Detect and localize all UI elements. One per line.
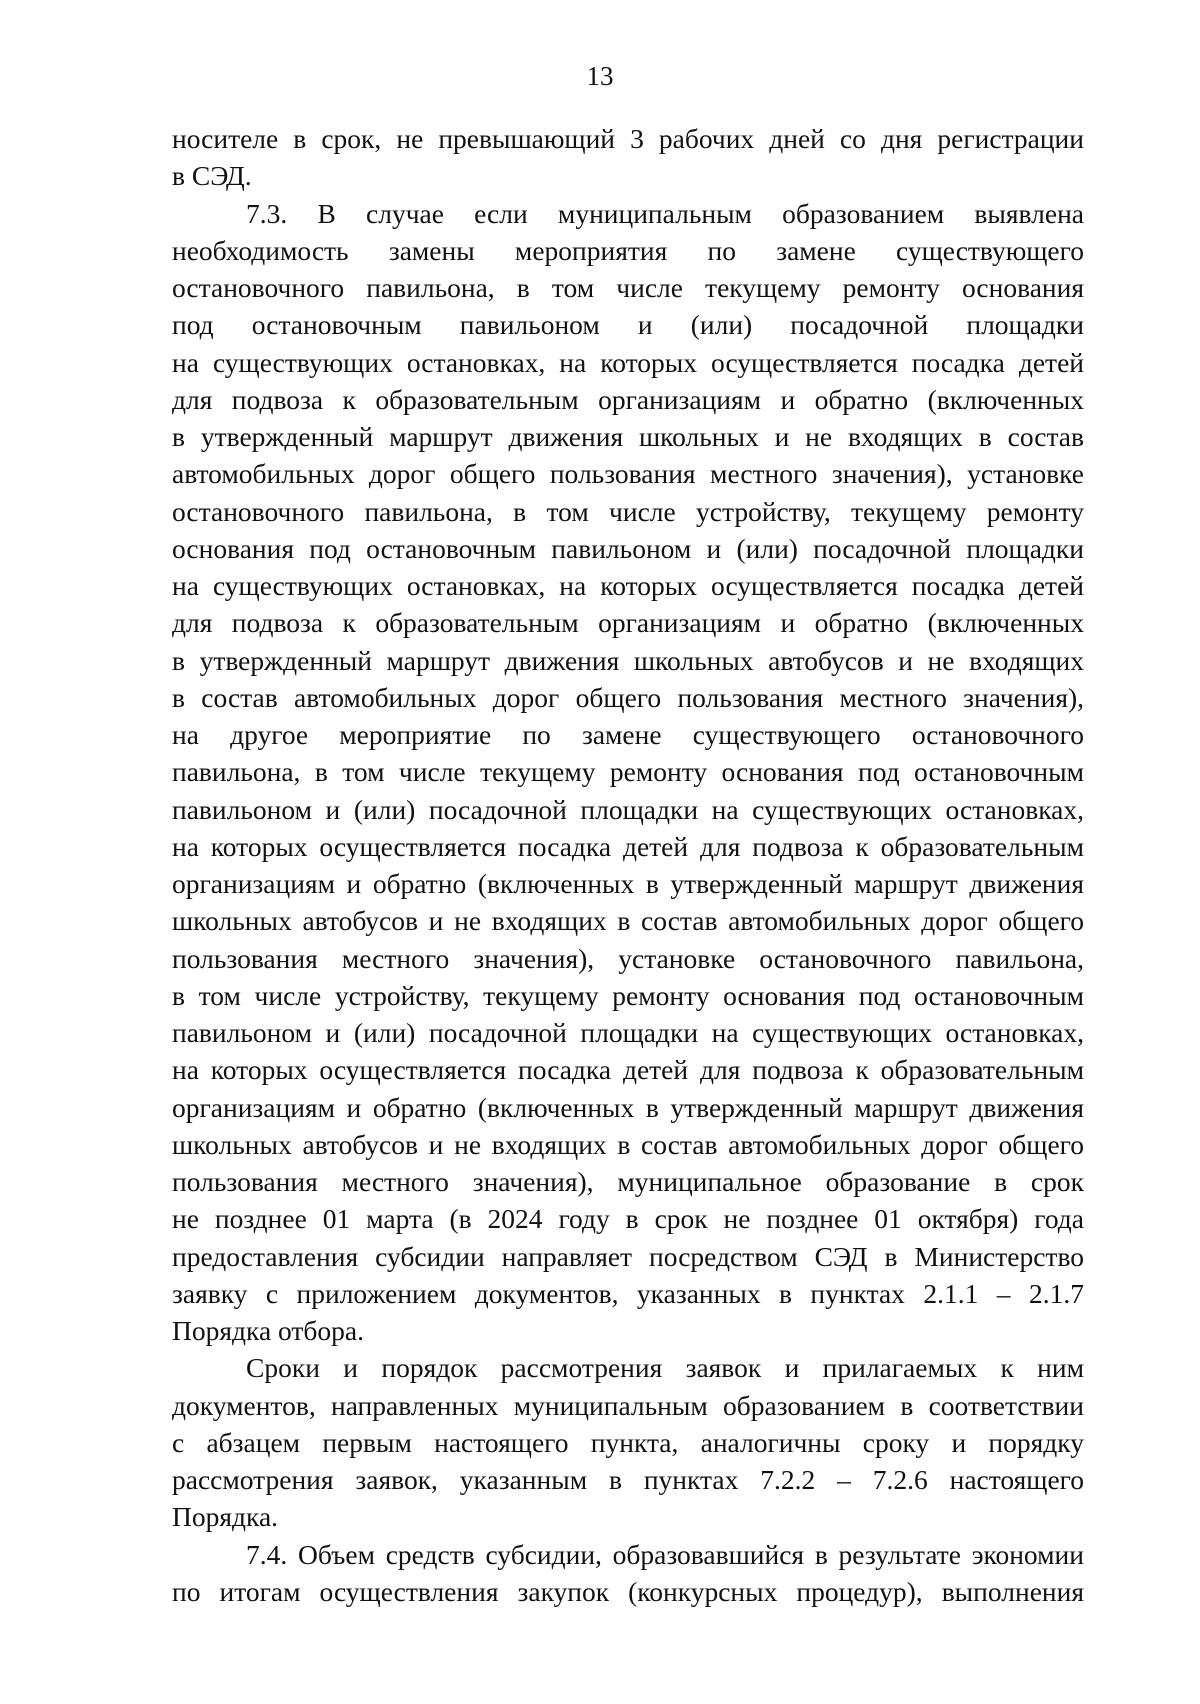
- text-line: под остановочным павильоном и (или) посадочной площадки: [172, 309, 1084, 341]
- text-line: не позднее 01 марта (в 2024 году в срок не позднее 01 октября) года: [172, 1203, 1084, 1235]
- paragraph: [172, 1349, 1084, 1535]
- text-line: организациям и обратно (включенных в утвержденный маршрут движения: [172, 1091, 1084, 1123]
- text-line: на другое мероприятие по замене существующего остановочного: [172, 719, 1084, 750]
- text-line: предоставления субсидии направляет посредством СЭД в Министерство: [172, 1240, 1084, 1272]
- text-line: остановочного павильона, в том числе текущему ремонту основания: [172, 272, 1084, 303]
- text-line: для подвоза к образовательным организациям и обратно (включенных: [172, 607, 1084, 639]
- text-line: в утвержденный маршрут движения школьных автобусов и не входящих: [172, 644, 1084, 676]
- text-line: 7.3. В случае если муниципальным образованием выявлена: [246, 197, 1084, 229]
- text-line: автомобильных дорог общего пользования местного значения), установке: [172, 458, 1084, 490]
- text-line: по итогам осуществления закупок (конкурсных процедур), выполнения: [172, 1575, 1084, 1607]
- text-line: в утвержденный маршрут движения школьных и не входящих в состав: [172, 421, 1084, 452]
- paragraph: [172, 195, 1084, 1350]
- text-line: пользования местного значения), муниципальное образование в срок: [172, 1166, 1084, 1197]
- text-line: необходимость замены мероприятия по замене существующего: [172, 234, 1084, 266]
- text-line: носителе в срок, не превышающий 3 рабочих дней со дня регистрации: [172, 123, 1084, 154]
- text-line: в СЭД.: [172, 160, 252, 192]
- text-line: для подвоза к образовательным организациям и обратно (включенных: [172, 383, 1084, 415]
- text-line: организациям и обратно (включенных в утвержденный маршрут движения: [172, 868, 1084, 899]
- paragraph: [172, 120, 1084, 195]
- text-line: на существующих остановках, на которых осуществляется посадка детей: [172, 570, 1084, 601]
- text-line: на которых осуществляется посадка детей для подвоза к образовательным: [172, 1054, 1084, 1086]
- text-line: на которых осуществляется посадка детей для подвоза к образовательным: [172, 830, 1084, 862]
- text-line: Сроки и порядок рассмотрения заявок и прилагаемых к ним: [246, 1352, 1084, 1384]
- text-line: Порядка отбора.: [172, 1315, 365, 1346]
- document-body: [172, 120, 1084, 1610]
- text-line: школьных автобусов и не входящих в состав автомобильных дорог общего: [172, 1128, 1084, 1160]
- text-line: павильона, в том числе текущему ремонту основания под остановочным: [172, 756, 1084, 788]
- text-line: рассмотрения заявок, указанным в пунктах 7.2.2 – 7.2.6 настоящего: [172, 1464, 1084, 1495]
- paragraph: [172, 1536, 1084, 1611]
- text-line: с абзацем первым настоящего пункта, аналогичны сроку и порядку: [172, 1426, 1084, 1458]
- text-line: Порядка.: [172, 1501, 279, 1533]
- text-line: остановочного павильона, в том числе устройству, текущему ремонту: [172, 495, 1084, 527]
- text-line: на существующих остановках, на которых осуществляется посадка детей: [172, 346, 1084, 378]
- text-line: пользования местного значения), установке остановочного павильона,: [172, 942, 1084, 974]
- text-line: павильоном и (или) посадочной площадки на существующих остановках,: [172, 1017, 1084, 1048]
- page-number: 13: [586, 61, 614, 91]
- text-line: павильоном и (или) посадочной площадки на существующих остановках,: [172, 793, 1084, 825]
- text-line: школьных автобусов и не входящих в состав автомобильных дорог общего: [172, 905, 1084, 937]
- text-line: документов, направленных муниципальным образованием в соответствии: [172, 1389, 1084, 1421]
- text-line: заявку с приложением документов, указанных в пунктах 2.1.1 – 2.1.7: [172, 1277, 1084, 1309]
- text-line: основания под остановочным павильоном и (или) посадочной площадки: [172, 532, 1084, 564]
- text-line: 7.4. Объем средств субсидии, образовавшийся в результате экономии: [246, 1538, 1084, 1570]
- text-line: в состав автомобильных дорог общего пользования местного значения),: [172, 681, 1084, 713]
- text-line: в том числе устройству, текущему ремонту основания под остановочным: [172, 979, 1084, 1011]
